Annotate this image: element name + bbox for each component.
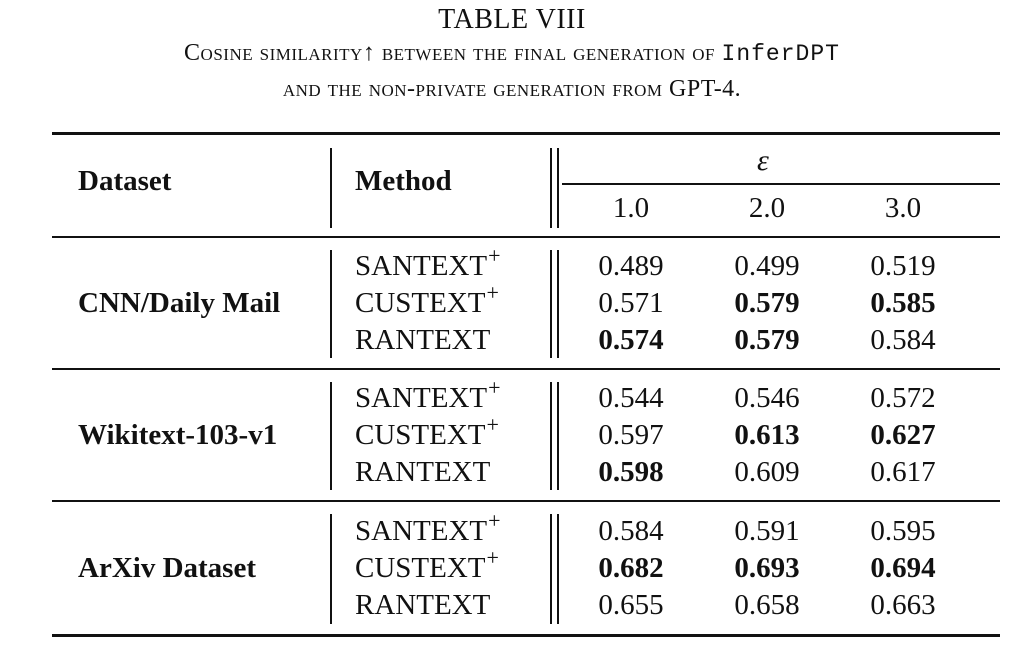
vline-g2-2b — [557, 382, 559, 490]
score-cell: 0.609 — [734, 456, 800, 488]
method-label: CUSTEXT — [355, 552, 486, 584]
score-cell: 0.584 — [598, 515, 664, 547]
epsilon-underline — [562, 183, 1000, 185]
score-cell: 0.571 — [598, 287, 664, 319]
score-cell: 0.663 — [870, 589, 936, 621]
dataset-name: CNN/Daily Mail — [78, 287, 281, 319]
score-cell: 0.585 — [870, 287, 936, 319]
score-cell: 0.682 — [598, 552, 664, 584]
method-label: SANTEXT — [355, 382, 488, 414]
dataset-name: ArXiv Dataset — [78, 552, 256, 584]
vline-header-2a — [550, 148, 552, 228]
score-cell: 0.658 — [734, 589, 800, 621]
score-cell: 0.617 — [870, 456, 936, 488]
method-label: RANTEXT — [355, 456, 491, 488]
score-cell: 0.598 — [598, 456, 664, 488]
header-rule — [52, 236, 1000, 238]
score-cell: 0.574 — [598, 324, 664, 356]
system-name: InferDPT — [721, 41, 840, 67]
header-eps-3: 3.0 — [884, 192, 922, 224]
method-name — [355, 323, 490, 357]
table-caption-line-1 — [0, 40, 1024, 67]
method-label: SANTEXT — [355, 250, 488, 282]
method-superscript: + — [486, 545, 499, 570]
score-cell: 0.572 — [870, 382, 936, 414]
method-label: SANTEXT — [355, 515, 488, 547]
method-superscript: + — [488, 243, 501, 268]
method-name — [355, 545, 499, 587]
dataset-name: Wikitext-103-v1 — [78, 419, 278, 451]
group-rule-2 — [52, 500, 1000, 502]
vline-g2-2a — [550, 382, 552, 490]
score-cell: 0.499 — [734, 250, 800, 282]
vline-g1-1 — [330, 250, 332, 358]
method-superscript: + — [486, 280, 499, 305]
group-rule-1 — [52, 368, 1000, 370]
table-caption-line-2: and the non-private generation from GPT-4. — [282, 76, 742, 102]
vline-g1-2a — [550, 250, 552, 358]
bottom-rule — [52, 634, 1000, 637]
score-cell: 0.597 — [598, 419, 664, 451]
method-label: RANTEXT — [355, 324, 491, 356]
score-cell: 0.694 — [870, 552, 936, 584]
score-cell: 0.693 — [734, 552, 800, 584]
header-method: Method — [355, 165, 452, 197]
method-superscript: + — [488, 508, 501, 533]
header-epsilon: ε — [757, 144, 769, 177]
score-cell: 0.519 — [870, 250, 936, 282]
method-superscript: + — [488, 375, 501, 400]
score-cell: 0.544 — [598, 382, 664, 414]
method-name — [355, 508, 501, 550]
method-label: CUSTEXT — [355, 287, 486, 319]
vline-g1-2b — [557, 250, 559, 358]
score-cell: 0.584 — [870, 324, 936, 356]
header-dataset: Dataset — [78, 165, 172, 197]
method-name — [355, 280, 499, 322]
method-name — [355, 412, 499, 454]
score-cell: 0.655 — [598, 589, 664, 621]
method-name — [355, 243, 501, 285]
vline-header-2b — [557, 148, 559, 228]
method-label: CUSTEXT — [355, 419, 486, 451]
method-name — [355, 455, 490, 489]
table-number: TABLE VIII — [438, 4, 586, 35]
vline-g2-1 — [330, 382, 332, 490]
vline-header-1 — [330, 148, 332, 228]
score-cell: 0.489 — [598, 250, 664, 282]
header-eps-1: 1.0 — [612, 192, 650, 224]
vline-g3-2b — [557, 514, 559, 624]
score-cell: 0.613 — [734, 419, 800, 451]
method-name — [355, 375, 501, 417]
score-cell: 0.579 — [734, 287, 800, 319]
header-eps-2: 2.0 — [748, 192, 786, 224]
score-cell: 0.627 — [870, 419, 936, 451]
caption-text: Cosine similarity↑ between the final generation of — [184, 40, 722, 66]
top-rule — [52, 132, 1000, 135]
score-cell: 0.546 — [734, 382, 800, 414]
score-cell: 0.595 — [870, 515, 936, 547]
vline-g3-1 — [330, 514, 332, 624]
score-cell: 0.579 — [734, 324, 800, 356]
method-name — [355, 588, 490, 622]
method-superscript: + — [486, 412, 499, 437]
vline-g3-2a — [550, 514, 552, 624]
method-label: RANTEXT — [355, 589, 491, 621]
score-cell: 0.591 — [734, 515, 800, 547]
